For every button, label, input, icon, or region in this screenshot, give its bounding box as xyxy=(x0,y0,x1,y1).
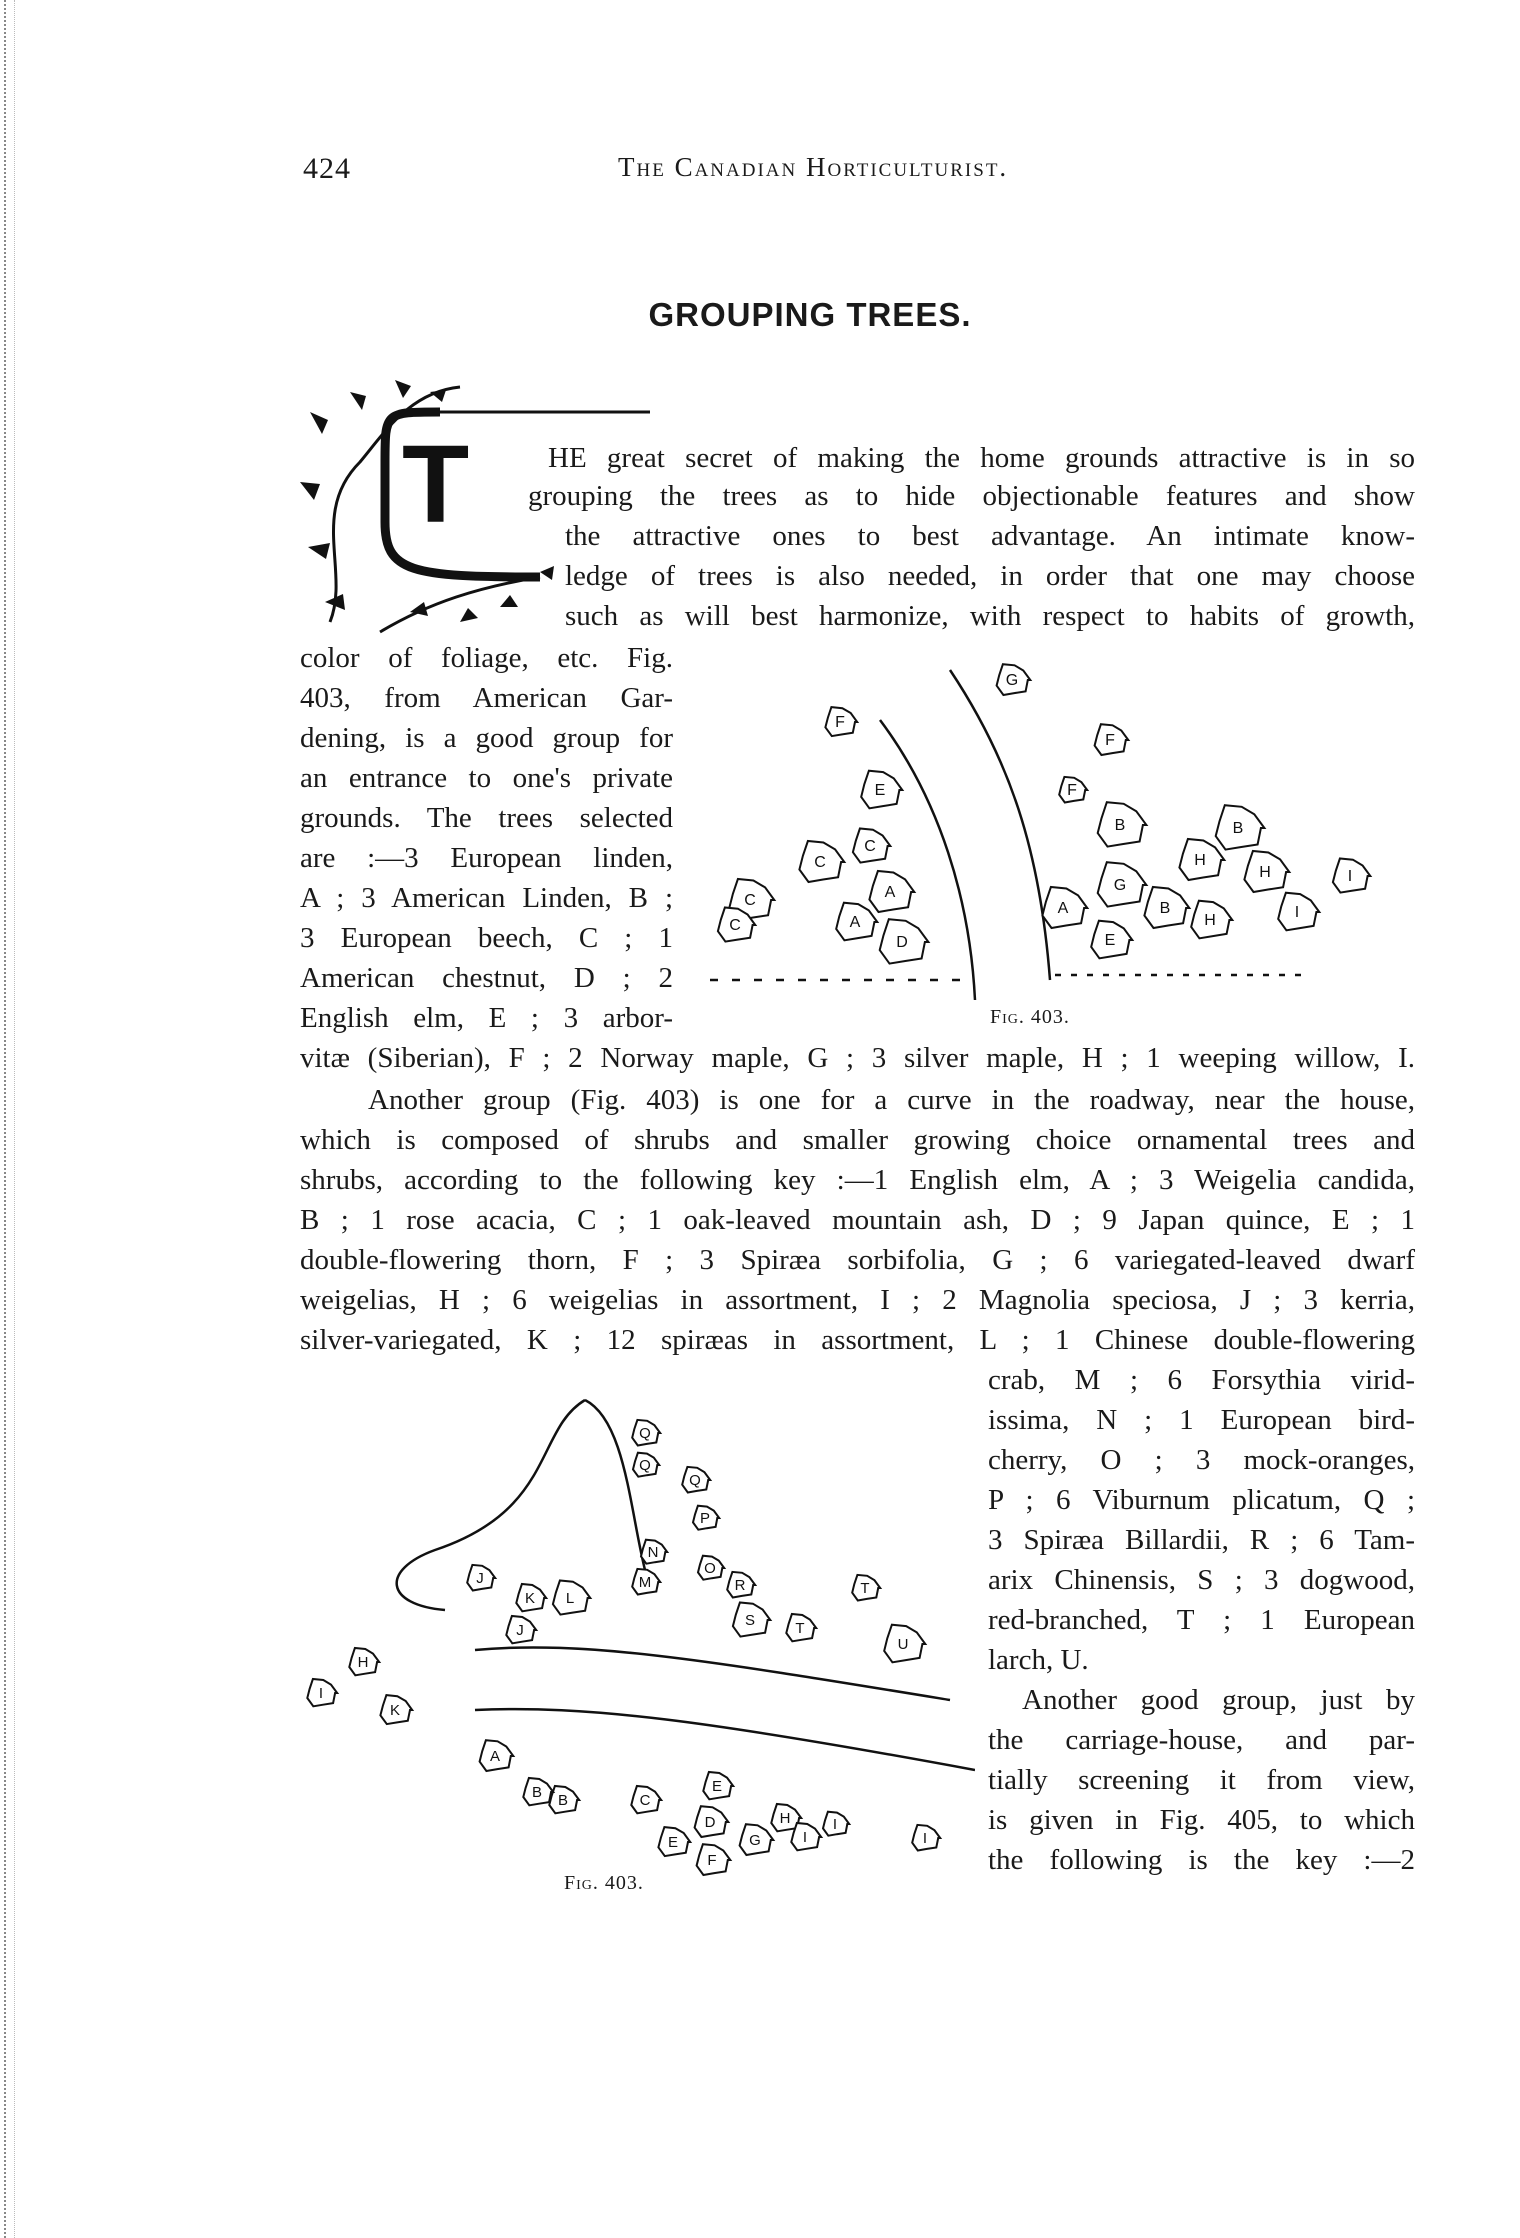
text-line: American chestnut, D ; 2 xyxy=(300,962,673,994)
article-title: GROUPING TREES. xyxy=(648,296,972,333)
text-line: P ; 6 Viburnum plicatum, Q ; xyxy=(988,1484,1415,1516)
text-line: shrubs, according to the following key :—1 English elm, A ; 3 Weigelia candida, xyxy=(300,1164,1415,1196)
clump-label: P xyxy=(699,1510,711,1527)
clump-label: I xyxy=(318,1685,324,1702)
text-line: Another group (Fig. 403) is one for a curve in the roadway, near the house, xyxy=(368,1084,1415,1116)
clump-label: J xyxy=(476,1570,484,1587)
text-line: red-branched, T ; 1 European xyxy=(988,1604,1415,1636)
clump-label: K xyxy=(389,1702,401,1719)
clump-label: E xyxy=(667,1834,679,1851)
text-line: A ; 3 American Linden, B ; xyxy=(300,882,673,914)
text-line: B ; 1 rose acacia, C ; 1 oak-leaved mountain ash, D ; 9 Japan quince, E ; 1 xyxy=(300,1204,1415,1236)
text-line: English elm, E ; 3 arbor- xyxy=(300,1002,673,1034)
figure-403-entrance-planting xyxy=(690,650,1430,1020)
clump-label: E xyxy=(1104,932,1116,949)
clump-label: N xyxy=(647,1544,659,1561)
clump-label: T xyxy=(860,1580,870,1597)
clump-label: O xyxy=(704,1560,716,1577)
clump-label: H xyxy=(357,1654,369,1671)
clump-label: B xyxy=(1114,817,1126,834)
fig1-caption: Fig. 403. xyxy=(990,1006,1070,1028)
clump-label: C xyxy=(744,892,756,909)
text-line: 3 Spiræa Billardii, R ; 6 Tam- xyxy=(988,1524,1415,1556)
clump-label: R xyxy=(734,1577,746,1594)
text-line: weigelias, H ; 6 weigelias in assortment, I ; 2 Magnolia speciosa, J ; 3 kerria, xyxy=(300,1284,1415,1316)
text-line: is given in Fig. 405, to which xyxy=(988,1804,1415,1836)
clump-label: U xyxy=(897,1636,909,1653)
clump-label: A xyxy=(849,914,861,931)
text-line: Another good group, just by xyxy=(1022,1684,1415,1716)
clump-label: H xyxy=(1204,912,1216,929)
text-line: ledge of trees is also needed, in order that one may choose xyxy=(565,560,1415,592)
text-line: silver-variegated, K ; 12 spiræas in assortment, L ; 1 Chinese double-flowering xyxy=(300,1324,1415,1356)
clump-label: T xyxy=(795,1620,805,1637)
text-line: 403, from American Gar- xyxy=(300,682,673,714)
clump-label: L xyxy=(565,1590,575,1607)
clump-label: I xyxy=(922,1830,928,1847)
left-edge-rule xyxy=(4,0,6,2238)
clump-label: G xyxy=(1005,672,1019,689)
text-line: dening, is a good group for xyxy=(300,722,673,754)
clump-label: I xyxy=(832,1816,838,1833)
clump-label: E xyxy=(874,782,886,799)
clump-label: Q xyxy=(689,1472,701,1489)
text-line: grounds. The trees selected xyxy=(300,802,673,834)
running-head xyxy=(0,152,1520,198)
clump-label: H xyxy=(1259,864,1271,881)
left-edge-rule-inner xyxy=(14,0,15,2238)
fig1-tree-clumps xyxy=(718,664,1370,963)
clump-label: I xyxy=(802,1829,808,1846)
clump-label: A xyxy=(489,1748,501,1765)
clump-label: G xyxy=(1113,877,1127,894)
clump-label: Q xyxy=(639,1457,651,1474)
text-line: double-flowering thorn, F ; 3 Spiræa sorbifolia, G ; 6 variegated-leaved dwarf xyxy=(300,1244,1415,1276)
text-line: HE great secret of making the home grounds attractive is in so xyxy=(548,442,1415,474)
text-line: 3 European beech, C ; 1 xyxy=(300,922,673,954)
text-line: the following is the key :—2 xyxy=(988,1844,1415,1876)
clump-label: C xyxy=(729,917,741,934)
text-line: the attractive ones to best advantage. An intimate know- xyxy=(565,520,1415,552)
drop-cap-letter: T xyxy=(402,423,470,546)
clump-label: F xyxy=(835,714,845,731)
text-line: arix Chinensis, S ; 3 dogwood, xyxy=(988,1564,1415,1596)
text-line: the carriage-house, and par- xyxy=(988,1724,1415,1756)
clump-label: I xyxy=(1347,868,1353,885)
clump-label: H xyxy=(1194,852,1206,869)
clump-label: A xyxy=(1057,900,1069,917)
fig2-shrub-clumps xyxy=(307,1420,940,1875)
text-line: crab, M ; 6 Forsythia virid- xyxy=(988,1364,1415,1396)
clump-label: C xyxy=(639,1792,651,1809)
clump-label: K xyxy=(524,1590,536,1607)
clump-label: A xyxy=(884,884,896,901)
text-line: an entrance to one's private xyxy=(300,762,673,794)
fig2-caption: Fig. 403. xyxy=(564,1872,644,1894)
clump-label: F xyxy=(707,1852,717,1869)
clump-label: E xyxy=(711,1778,723,1795)
figure-403-roadway-curve-planting xyxy=(285,1390,975,1890)
clump-label: C xyxy=(814,854,826,871)
clump-label: D xyxy=(704,1814,716,1831)
text-line: grouping the trees as to hide objectionable features and show xyxy=(528,480,1415,512)
text-line: color of foliage, etc. Fig. xyxy=(300,642,673,674)
clump-label: B xyxy=(557,1792,569,1809)
clump-label: B xyxy=(531,1784,543,1801)
clump-label: M xyxy=(638,1574,652,1591)
text-line: are :—3 European linden, xyxy=(300,842,673,874)
clump-label: G xyxy=(749,1832,761,1849)
clump-label: F xyxy=(1105,732,1115,749)
text-line: such as will best harmonize, with respect to habits of growth, xyxy=(565,600,1415,632)
text-line: which is composed of shrubs and smaller growing choice ornamental trees and xyxy=(300,1124,1415,1156)
clump-label: D xyxy=(896,934,908,951)
clump-label: S xyxy=(744,1612,756,1629)
clump-label: C xyxy=(864,838,876,855)
text-line: vitæ (Siberian), F ; 2 Norway maple, G ; 3 silver maple, H ; 1 weeping willow, I. xyxy=(300,1042,1415,1074)
clump-label: J xyxy=(516,1622,524,1639)
journal-title: The Canadian Horticulturist. xyxy=(618,152,1009,182)
fig2-shrub-labels xyxy=(319,1425,927,1869)
text-line: tially screening it from view, xyxy=(988,1764,1415,1796)
clump-label: B xyxy=(1159,900,1171,917)
clump-label: F xyxy=(1067,782,1077,799)
page-number: 424 xyxy=(303,152,351,185)
text-line: cherry, O ; 3 mock-oranges, xyxy=(988,1444,1415,1476)
clump-label: I xyxy=(1294,904,1300,921)
clump-label: B xyxy=(1232,820,1244,837)
text-line: issima, N ; 1 European bird- xyxy=(988,1404,1415,1436)
clump-label: Q xyxy=(639,1425,651,1442)
text-line: larch, U. xyxy=(988,1644,1089,1676)
clump-label: H xyxy=(779,1810,791,1827)
